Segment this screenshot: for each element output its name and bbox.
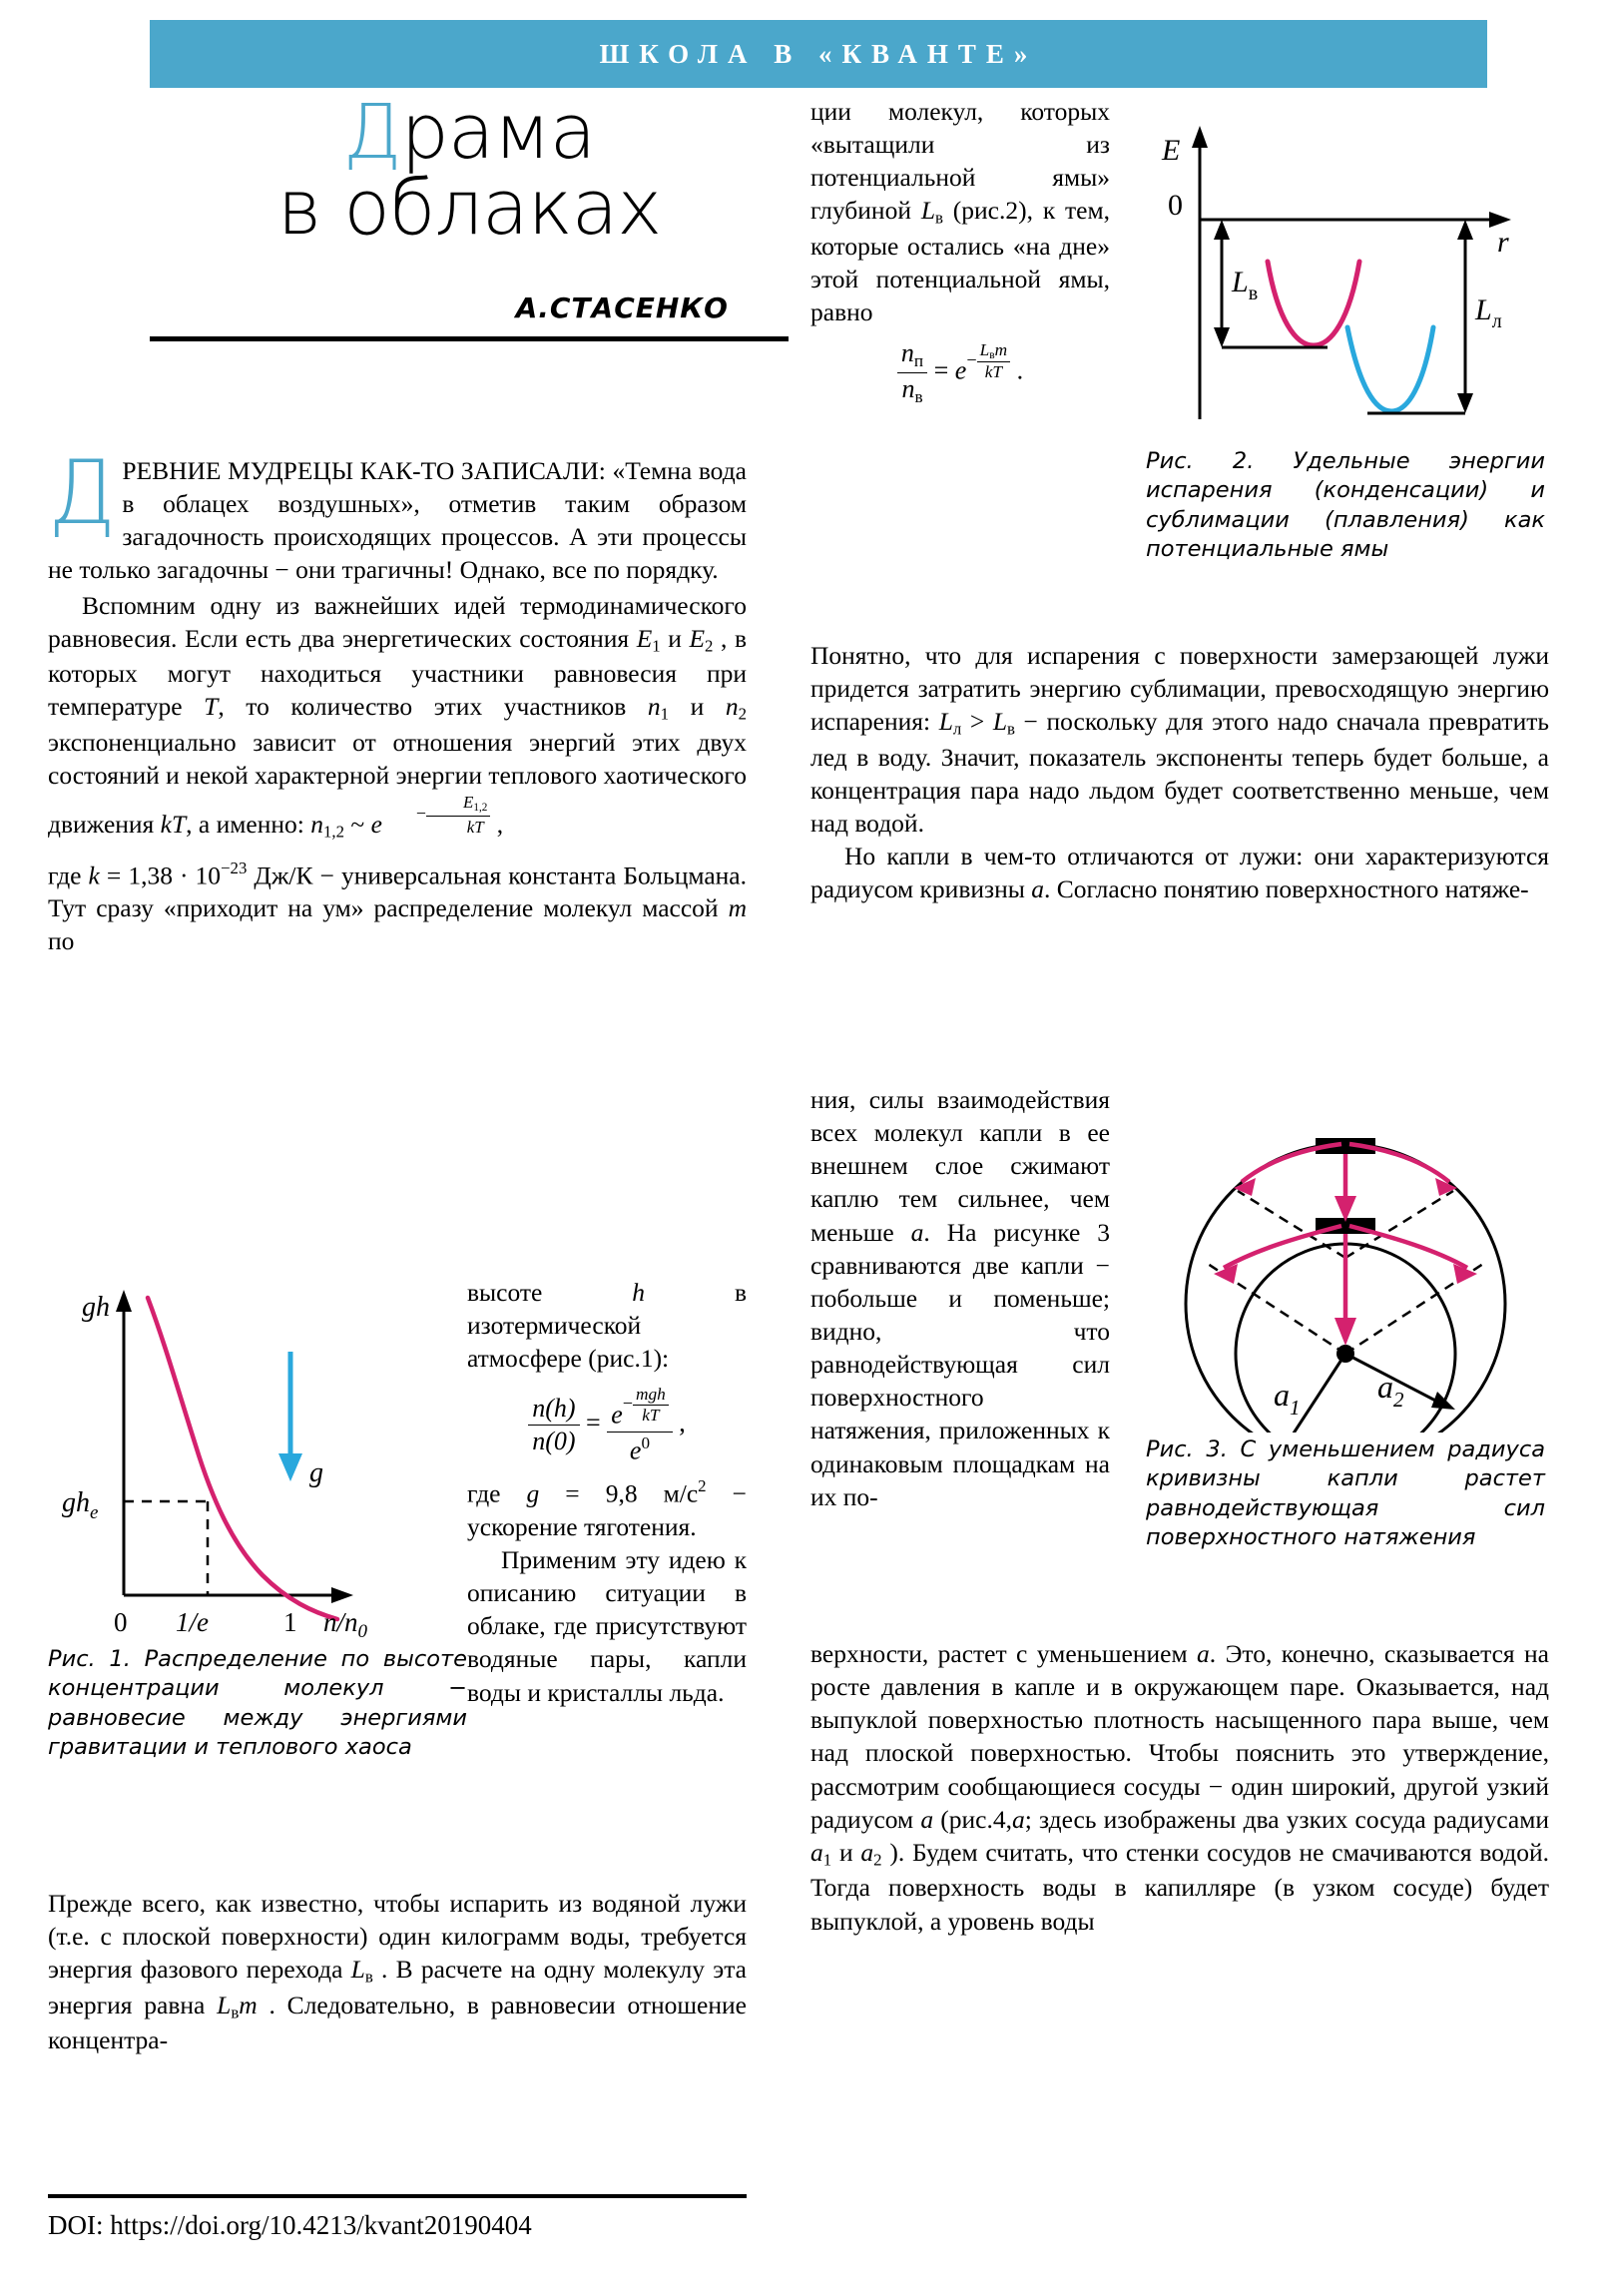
var-m: m — [728, 893, 747, 923]
rcf2-c: (рис.4, — [933, 1804, 1012, 1834]
var-a2: a — [910, 1217, 924, 1247]
paragraph-boltzmann — [48, 858, 747, 958]
rf-exp-minus: − — [966, 349, 977, 370]
rf-e: e — [954, 355, 967, 385]
formula-exp-num-sub: 1,2 — [473, 802, 488, 815]
var-T: T — [204, 692, 219, 722]
formula-exponent: − $\frac{E_{1,2}}{kT}$ — [382, 792, 490, 839]
f-rden-sup: 0 — [641, 1433, 651, 1452]
figure-3-caption-wrap — [1146, 1435, 1545, 1552]
para3-exp: −23 — [221, 858, 248, 877]
var-a-3: a — [1011, 1804, 1025, 1834]
fig2-Lv-label: $L_в$ — [1232, 266, 1259, 304]
ll-b: . В расчете на одну молекулу эта энергия равна — [48, 1955, 747, 2019]
formula-n: n — [310, 810, 323, 840]
f-rden-e: e — [629, 1435, 642, 1465]
fig3-a2-label: $a_2$ — [1377, 1369, 1404, 1412]
title-divider — [150, 336, 789, 341]
subcol-paragraph-3: Применим эту идею к описанию ситуации в облаке, где присутствуют водяные пары, капли воды и кристаллы льда. — [467, 1545, 747, 1707]
var-Ll: L — [938, 707, 953, 737]
rf-num-sub: п — [913, 351, 924, 371]
fig2-Ll-label: $L_л$ — [1475, 293, 1502, 332]
var-n1: n — [647, 692, 661, 722]
rf-exp-L: L — [979, 339, 990, 359]
right-full-block-2 — [810, 1637, 1549, 1938]
rc2-t2: . На рисунке 3 сравниваются две капли − побольше и поменьше; видно, что равнодействующая сил поверхностного натяжения, приложенных к одинаковым площадкам на их по- — [810, 1217, 1110, 1511]
para2-text-e: , а именно: — [186, 810, 311, 840]
rcf2-d: ; здесь изображены два узких сосуда радиусами — [1024, 1804, 1549, 1834]
fig1-xlabel: $n/n_0$ — [323, 1607, 368, 1642]
rc2-t1: ния, силы взаимодействия всех молекул капли в ее внешнем слое сжимают каплю тем сильнее, чем меньше — [810, 1085, 1110, 1247]
rf-exp-m: m — [994, 339, 1008, 359]
rcf2-a: верхности, растет с уменьшением — [810, 1639, 1198, 1668]
var-n1-sub: 1 — [660, 705, 670, 725]
para3-units: Дж/К — [247, 861, 313, 890]
fig3-a1-label: $a_1$ — [1274, 1377, 1301, 1420]
rcf2-b: . Это, конечно, сказывается на росте давления в капле и в окружающем паре. Оказывается, над выпуклой поверхностью плотность насыщенного пара выше, чем над плоской поверхностью. Чтобы пояснить это утверждение, рассмотрим сообщающиеся сосуды − один широкий, другой узкий радиусом — [810, 1639, 1549, 1834]
f-rnum-exp-den: kT — [642, 1406, 660, 1426]
right-narrow-block-2 — [810, 1083, 1110, 1513]
paragraph-equilibrium — [48, 589, 747, 844]
var-Lv2: L — [992, 707, 1008, 737]
rcf1-p2a: Но капли в чем-то отличаются от лужи: они характеризуются радиусом кривизны — [810, 842, 1549, 904]
header-band-title: ШКОЛА В «КВАНТЕ» — [599, 38, 1038, 69]
rf-exp-Lsub: в — [989, 348, 995, 361]
var-a-2: a — [920, 1804, 934, 1834]
rcf1-b: − поскольку для этого надо сначала превратить лед в воду. Значит, показатель экспоненты теперь будет больше, а концентрация пара надо льдом будет соответственно меньше, чем над водой. — [810, 707, 1549, 839]
formula-e: e — [370, 810, 382, 840]
title-dropcap-d: Д — [342, 87, 401, 176]
fig1-xtick-1: 1 — [283, 1607, 297, 1637]
rf-period: . — [1010, 355, 1024, 385]
var-n2: n — [725, 692, 739, 722]
fig1-ytick: $gh_e$ — [62, 1487, 99, 1523]
var-k: k — [88, 861, 100, 890]
rc1-t2: (рис.2), к тем, которые остались «на дне» этой потенциальной ямы, равно — [810, 196, 1111, 327]
left-lower-block — [48, 1887, 747, 2057]
para2-text-d: экспоненциально зависит от отношения энергий этих двух состояний и некой характерной энергии теплового хаотического движения — [48, 728, 747, 840]
formula-exp-den: kT — [466, 817, 484, 837]
var-E2: E — [689, 623, 706, 653]
var-a-5-sub: 2 — [873, 1850, 882, 1870]
para2-and2: и — [669, 692, 726, 722]
f-num-h: (h) — [545, 1394, 576, 1424]
var-n2-sub: 2 — [738, 705, 747, 725]
figure-3-caption: Рис. 3. С уменьшением радиуса кривизны капли растет равнодействующая сил поверхностного натяжения — [1146, 1436, 1545, 1550]
figure-2-caption-wrap — [1146, 447, 1545, 564]
var-a-1: a — [1197, 1639, 1210, 1668]
figure-2 — [1146, 120, 1545, 431]
subcol-t1: высоте — [467, 1278, 633, 1307]
rf-eq: = — [927, 355, 955, 385]
rc-paragraph-capillary — [810, 1637, 1549, 1938]
para2-text-a: Вспомним одну из важнейших идей термодинамического равновесия. Если есть два энергетических состояния — [48, 590, 747, 653]
rf-num-n: n — [900, 338, 914, 368]
figure-1-caption: Рис. 1. Распределение по высоте концентрации молекул − равновесие между энергиями гравитации и теплового хаоса — [48, 1646, 467, 1760]
fig1-xtick-0: 0 — [114, 1607, 128, 1637]
paragraph-intro — [48, 441, 747, 587]
var-a-5: a — [860, 1837, 874, 1867]
para2-text-c: , то количество этих участников — [218, 692, 648, 722]
doi-footer — [48, 2210, 747, 2241]
formula-barometric: $\frac{n(h)}{n(0)}$ = e− $\frac{\text{mgh}}{kT}$ $e^0$ , — [467, 1385, 747, 1465]
var-Lv2-sub: в — [1007, 719, 1015, 739]
article-author: А.СТАСЕНКО — [515, 290, 729, 324]
rf-exp-den: kT — [984, 361, 1002, 381]
left-column — [48, 441, 747, 958]
right-full-block-1 — [810, 639, 1549, 906]
right-narrow-block-1 — [810, 95, 1110, 417]
body-dropcap-d: Д — [48, 441, 117, 544]
formula-n-sub: 1,2 — [322, 822, 345, 842]
rc-paragraph-1 — [810, 95, 1110, 328]
intro-smallcaps: РЕВНИЕ МУДРЕЦЫ КАК-ТО ЗАПИСАЛИ: — [122, 456, 606, 485]
f-rnum-e: e — [611, 1400, 623, 1430]
var-E1: E — [636, 623, 653, 653]
var-a-4-sub: 1 — [822, 1850, 832, 1870]
para2-and1: и — [660, 623, 690, 653]
var-g: g — [526, 1478, 540, 1508]
f-num-n: n — [532, 1394, 546, 1424]
subcol-after1: где — [467, 1478, 527, 1508]
formula-exp-num: E — [462, 793, 474, 813]
ll-a: Прежде всего, как известно, чтобы испарить из водяной лужи (т.е. с плоской поверхности) один килограмм воды, требуется энергия фазового перехода — [48, 1889, 747, 1985]
figure-3 — [1146, 1108, 1545, 1433]
left-subcolumn — [467, 1276, 747, 1709]
var-Lv: L — [350, 1955, 365, 1985]
rcf2-e: и — [831, 1837, 861, 1867]
para2-comma: , — [490, 810, 504, 840]
var-Lvm-m: m — [239, 1990, 258, 2019]
var-kT: kT — [160, 810, 187, 840]
formula-tilde: ~ — [344, 810, 371, 840]
fig1-g-label: g — [309, 1457, 323, 1488]
formula-vapor-ratio — [810, 338, 1110, 407]
figure-2-caption: Рис. 2. Удельные энергии испарения (конденсации) и сублимации (плавления) как потенциальные ямы — [1146, 448, 1545, 562]
f-rnum-exp-num: mgh — [636, 1385, 666, 1405]
f-den-0: (0) — [545, 1427, 576, 1456]
rc1-t1: ции молекул, которых «вытащили из потенциальной ямы» глубиной — [810, 97, 1110, 226]
figure-1-graphic — [48, 1276, 462, 1645]
subcol-paragraph-2 — [467, 1475, 747, 1543]
f-den-n: n — [532, 1427, 546, 1456]
rc-paragraph-sublimation — [810, 639, 1549, 840]
fig2-xlabel: r — [1497, 226, 1509, 259]
intro-rest: «Темна вода в облацех воздушных», отметив таким образом загадочность происходящих процессов. А эти процессы не только загадочны − они трагичны! Однако, все по порядку. — [48, 456, 747, 585]
para3-dash: − универсальная константа Больцмана. Тут сразу «приходит на ум» распределение молекул массой — [48, 861, 747, 923]
paragraph-evaporation — [48, 1887, 747, 2057]
para2-text-b: , в которых могут находиться участники равновесия при температуре — [48, 623, 747, 722]
fig2-ylabel: E — [1162, 134, 1181, 167]
fig1-ylabel: gh — [82, 1292, 110, 1323]
rf-den-n: n — [901, 374, 915, 404]
var-a: a — [1031, 874, 1044, 904]
article-title-block — [150, 87, 789, 341]
var-Lv-sub: в — [364, 1967, 373, 1987]
doi-divider — [48, 2194, 747, 2198]
subcol-t1b: в изотермической атмосфере (рис.1): — [467, 1278, 747, 1374]
page-title-line1 — [150, 87, 789, 176]
rcf1-gt: > — [961, 707, 993, 737]
var-E1-sub: 1 — [652, 636, 661, 656]
rcf1-a: Понятно, что для испарения с поверхности замерзающей лужи придется затратить энергию сублимации, превосходящую энергию испарения: — [810, 641, 1549, 737]
ll-c: . Следовательно, в равновесии отношение концентра- — [48, 1990, 747, 2055]
doi-url[interactable]: https://doi.org/10.4213/kvant20190404 — [110, 2210, 532, 2240]
rcf1-p2b: . Согласно понятию поверхностного натяже- — [1043, 874, 1529, 904]
figure-2-graphic — [1146, 120, 1545, 431]
rc-paragraph-droplets — [810, 840, 1549, 905]
f-tail: , — [672, 1408, 686, 1437]
para3-eq: = 1,38 · 10 — [99, 861, 222, 890]
figure-3-graphic — [1146, 1108, 1545, 1433]
var-h: h — [632, 1278, 646, 1307]
rc-var-Lv: L — [920, 196, 935, 226]
subcol-paragraph-1 — [467, 1276, 747, 1375]
rc-paragraph-2 — [810, 1083, 1110, 1513]
section-header-band — [150, 20, 1487, 88]
rf-den-sub: в — [914, 387, 923, 407]
f-eq: = — [579, 1408, 608, 1437]
subcol-after3: − ускорение тяготения. — [467, 1478, 747, 1541]
var-Lvm-sub: в — [231, 2003, 240, 2022]
rc-var-Lv-sub: в — [935, 209, 943, 229]
title-line1-rest: рама — [400, 87, 596, 176]
para3-end: по — [48, 926, 75, 956]
var-E2-sub: 2 — [705, 636, 714, 656]
var-Ll-sub: л — [952, 719, 962, 739]
subcol-after-sup: 2 — [698, 1476, 707, 1496]
figure-1 — [48, 1276, 467, 1762]
para3-gde: где — [48, 861, 89, 890]
var-a-4: a — [810, 1837, 823, 1867]
doi-label: DOI: — [48, 2210, 111, 2240]
fig1-xtick-1e: 1/e — [176, 1607, 209, 1637]
page-title-line2: в облаках — [276, 163, 662, 253]
rcf2-f: ). Будем считать, что стенки сосудов не смачиваются водой. Тогда поверхность воды в капилляре (в узком сосуде) будет выпуклой, а уровень воды — [810, 1837, 1549, 1936]
var-Lvm: L — [217, 1990, 232, 2019]
fig2-zero: 0 — [1168, 189, 1183, 222]
subcol-after2: = 9,8 м/с — [539, 1478, 699, 1508]
rf-exponent — [966, 340, 1010, 382]
